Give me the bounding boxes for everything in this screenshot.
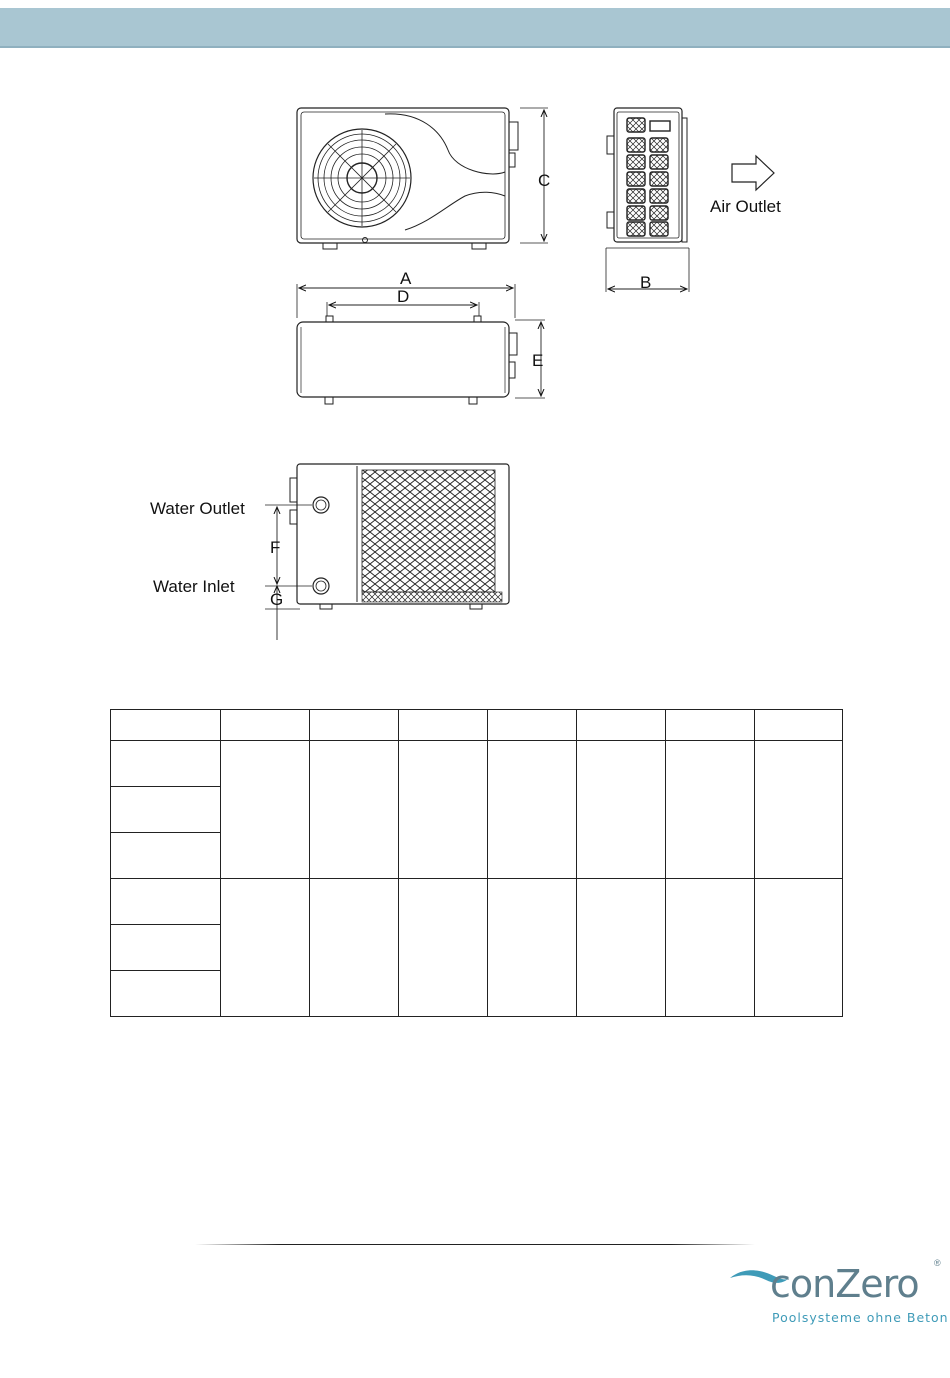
front-view (297, 108, 551, 249)
logo-zero: Zero (835, 1262, 919, 1306)
table-cell (111, 787, 221, 833)
table-cell (111, 710, 221, 741)
vent-cell (627, 155, 645, 169)
table-cell (310, 879, 399, 1017)
table-cell (111, 741, 221, 787)
table-cell (111, 971, 221, 1017)
vent-cell (627, 206, 645, 220)
conzero-logo (728, 1258, 949, 1328)
dimension-table-grid (110, 709, 843, 1017)
table-cell (666, 879, 755, 1017)
side-grille-vents (627, 118, 668, 236)
top-view (297, 284, 545, 404)
air-outlet-label: Air Outlet (710, 197, 781, 216)
table-cell (666, 741, 755, 879)
table-cell (755, 879, 843, 1017)
table-header-row (111, 710, 843, 741)
table-cell (399, 879, 488, 1017)
table-cell (577, 710, 666, 741)
vent-cell (627, 222, 645, 236)
dimension-drawings (0, 0, 950, 660)
table-cell (577, 741, 666, 879)
vent-cell (650, 189, 668, 203)
vent-cell (650, 138, 668, 152)
table-row (111, 879, 843, 925)
water-outlet-label: Water Outlet (150, 499, 245, 518)
table-cell (310, 741, 399, 879)
label-e: E (532, 351, 544, 370)
table-cell (755, 741, 843, 879)
vent-cell (650, 206, 668, 220)
vent-cell (627, 118, 645, 132)
label-b: B (640, 273, 652, 292)
table-cell (111, 833, 221, 879)
table-cell (111, 879, 221, 925)
logo-tagline: Poolsysteme ohne Beton (772, 1310, 949, 1325)
table-row (111, 741, 843, 787)
table-cell (111, 925, 221, 971)
label-d: D (397, 287, 410, 306)
vent-cell (650, 155, 668, 169)
side-view (607, 108, 687, 242)
vent-cell (650, 222, 668, 236)
footer-divider (195, 1244, 755, 1245)
vent-cell (627, 189, 645, 203)
vent-cell (627, 172, 645, 186)
table-cell (221, 879, 310, 1017)
table-cell (221, 710, 310, 741)
label-a: A (400, 269, 412, 288)
logo-wordmark (770, 1264, 919, 1304)
table-cell (310, 710, 399, 741)
label-f: F (270, 538, 281, 557)
dimension-table (110, 709, 843, 1017)
air-outlet-arrow-icon (732, 156, 774, 190)
vent-cell (627, 138, 645, 152)
logo-con: con (770, 1262, 836, 1306)
table-cell (221, 741, 310, 879)
vent-cell (650, 172, 668, 186)
table-cell (577, 879, 666, 1017)
table-cell (488, 741, 577, 879)
table-cell (488, 879, 577, 1017)
table-cell (755, 710, 843, 741)
table-cell (399, 741, 488, 879)
table-cell (488, 710, 577, 741)
table-cell (399, 710, 488, 741)
table-cell (666, 710, 755, 741)
water-inlet-label: Water Inlet (153, 577, 235, 596)
label-g: G (270, 590, 284, 609)
label-c: C (538, 171, 551, 190)
rear-view (265, 464, 509, 640)
registered-mark: ® (934, 1258, 941, 1268)
